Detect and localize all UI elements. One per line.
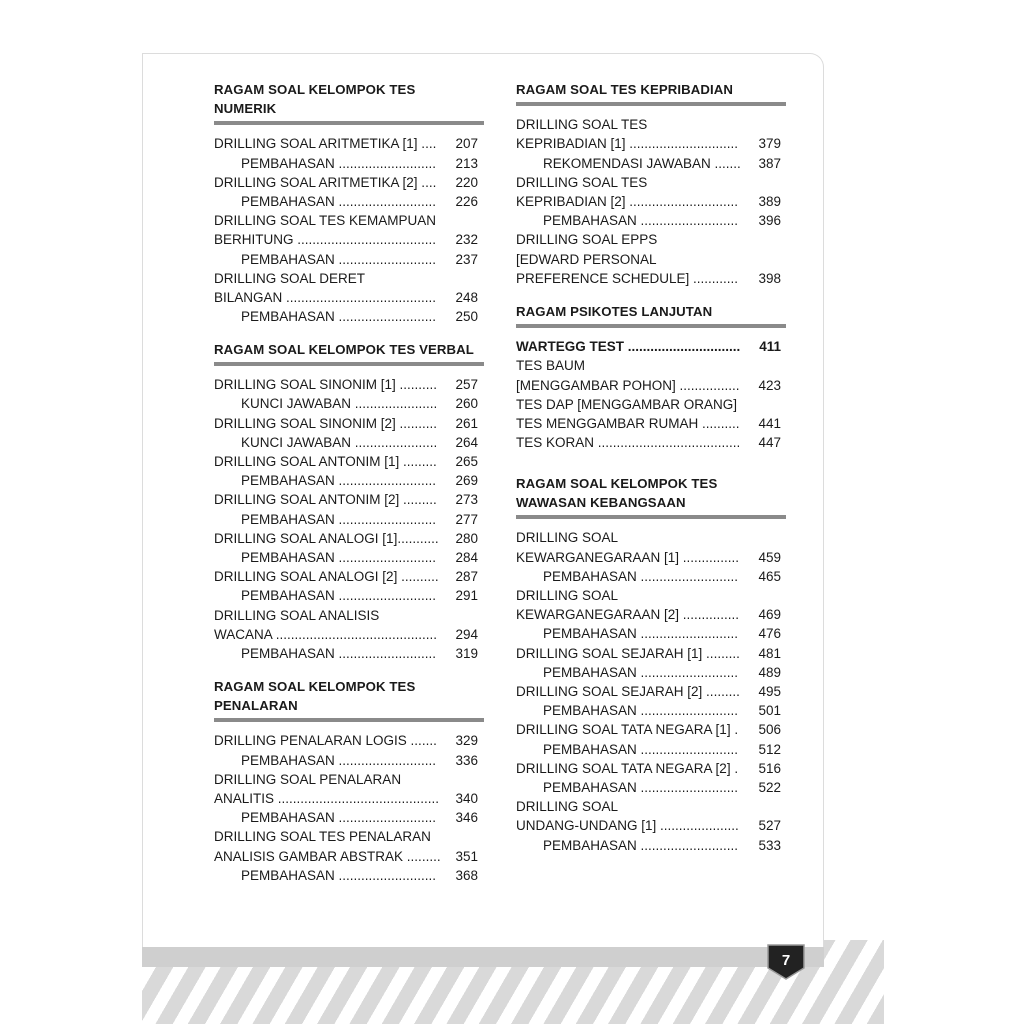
toc-entry-page: 527 [758,818,781,834]
toc-entry-page: 265 [455,454,478,470]
toc-entry-text: [MENGGAMBAR POHON] ................ [516,377,740,393]
toc-entry-text: TES MENGGAMBAR RUMAH .......... [516,416,740,432]
toc-entry [516,134,786,153]
toc-entry [214,375,484,394]
toc-entry [516,211,786,230]
toc-entry [214,230,484,249]
toc-entry-text: DRILLING SOAL [516,588,619,604]
section-divider [214,718,484,722]
toc-entry-page: 287 [455,569,478,585]
toc-entry [214,452,484,471]
toc-section [214,80,484,326]
page-number: 7 [781,952,791,969]
toc-entry-page: 213 [455,155,478,171]
page-footer-bar [142,947,824,967]
toc-entry-page: 237 [455,251,478,267]
toc-entry [516,740,786,759]
toc-entry-text: PEMBAHASAN .......................... [241,194,437,210]
toc-entry-page: 481 [758,645,781,661]
toc-entry-text: DRILLING SOAL ANALOGI [1]........... [214,530,439,546]
toc-entry-text: KUNCI JAWABAN ...................... [241,434,438,450]
toc-entry-text: DRILLING SOAL TES [516,117,648,133]
toc-entry-text: BILANGAN ........................................ [214,290,437,306]
page-number-badge [767,944,805,980]
toc-entry-page: 248 [455,290,478,306]
toc-entry-page: 346 [455,810,478,826]
toc-entry-page: 257 [455,377,478,393]
toc-entry-text: PEMBAHASAN .......................... [543,703,739,719]
toc-entry-text: REKOMENDASI JAWABAN ....... [543,155,741,171]
toc-entry-page: 336 [455,752,478,768]
section-title-line: RAGAM PSIKOTES LANJUTAN [516,304,713,319]
toc-entry [214,134,484,153]
toc-entry [516,759,786,778]
toc-entry-page: 284 [455,550,478,566]
toc-entry-page: 379 [758,136,781,152]
toc-entry-text: KEWARGANEGARAAN [2] ............... [516,607,740,623]
toc-entry [516,337,786,356]
toc-entry-text: WACANA ........................................... [214,626,438,642]
toc-entry-text: UNDANG-UNDANG [1] ..................... [516,818,739,834]
toc-entry [214,827,484,846]
toc-entry-page: 516 [758,760,781,776]
toc-entry-text: DRILLING SOAL ANTONIM [2] ......... [214,492,437,508]
toc-entry-page: 207 [455,136,478,152]
toc-entry [516,115,786,134]
toc-entry [214,866,484,885]
toc-entry-page: 465 [758,568,781,584]
toc-entry [516,567,786,586]
toc-entry [214,567,484,586]
toc-entry-text: DRILLING SOAL ANALISIS [214,607,380,623]
toc-entry [214,490,484,509]
toc-entry-page: 291 [455,588,478,604]
toc-entry-page: 277 [455,511,478,527]
toc-entry-page: 489 [758,664,781,680]
toc-entry [214,173,484,192]
section-title-line: RAGAM SOAL KELOMPOK TES VERBAL [214,342,474,357]
toc-entry-page: 250 [455,309,478,325]
toc-section [214,340,484,663]
toc-entry-page: 220 [455,174,478,190]
toc-entry-page: 294 [455,626,478,642]
toc-entry [516,395,786,414]
toc-entry-page: 469 [758,607,781,623]
toc-entry-page: 533 [758,837,781,853]
section-title-line: PENALARAN [214,698,298,714]
toc-entry-text: DRILLING SOAL SINONIM [1] .......... [214,377,438,393]
toc-entry [214,625,484,644]
toc-entry-text: DRILLING SOAL ARITMETIKA [2] .... [214,174,437,190]
toc-entry [516,376,786,395]
toc-entry-page: 447 [758,435,781,451]
toc-entry-text: PEMBAHASAN .......................... [241,752,437,768]
section-title-line: RAGAM SOAL TES KEPRIBADIAN [516,82,734,97]
toc-entry-page: 476 [758,626,781,642]
toc-entry-page: 226 [455,194,478,210]
toc-entry [214,751,484,770]
toc-entry [214,644,484,663]
toc-entry-text: PEMBAHASAN .......................... [543,626,739,642]
toc-entry [214,471,484,490]
section-divider [214,121,484,125]
toc-entry-text: WARTEGG TEST .............................. [516,339,741,355]
toc-entry [516,192,786,211]
toc-entry [516,528,786,547]
toc-entry-text: PEMBAHASAN .......................... [543,741,739,757]
toc-entry [516,778,786,797]
toc-entry-text: DRILLING SOAL TATA NEGARA [1] . [516,722,739,738]
toc-entry-text: PEMBAHASAN .......................... [241,810,437,826]
toc-entry-page: 232 [455,232,478,248]
toc-entry [516,250,786,269]
toc-entry [214,211,484,230]
toc-entry-text: DRILLING SOAL SINONIM [2] .......... [214,415,438,431]
section-title [516,474,786,512]
toc-entry-text: KUNCI JAWABAN ...................... [241,396,438,412]
toc-entry-page: 329 [455,733,478,749]
toc-entry [214,433,484,452]
toc-entry-text: DRILLING SOAL [516,799,619,815]
toc-entry-text: DRILLING SOAL SEJARAH [2] ......... [516,684,740,700]
toc-entry-text: PEMBAHASAN .......................... [241,867,437,883]
toc-entry [214,548,484,567]
toc-entry-text: PEMBAHASAN .......................... [241,473,437,489]
toc-entry [516,663,786,682]
toc-entry-text: PEMBAHASAN .......................... [543,780,739,796]
toc-entry-page: 387 [758,155,781,171]
toc-entry [516,605,786,624]
toc-entry-text: DRILLING SOAL TATA NEGARA [2] . [516,760,739,776]
toc-entry [214,250,484,269]
toc-entry-text: DRILLING SOAL ANALOGI [2] .......... [214,569,439,585]
toc-entry-page: 264 [455,434,478,450]
toc-entry-text: DRILLING SOAL TES KEMAMPUAN [214,213,437,229]
toc-entry [214,606,484,625]
toc-entry-page: 340 [455,791,478,807]
toc-entry [516,720,786,739]
toc-entry [516,816,786,835]
toc-entry [214,414,484,433]
toc-section [214,677,484,885]
section-title-line: RAGAM SOAL KELOMPOK TES [214,679,416,694]
toc-entry [214,847,484,866]
toc-entry [516,682,786,701]
section-title-line: NUMERIK [214,101,277,117]
toc-entry [214,269,484,288]
section-title [214,80,484,118]
toc-entry [214,192,484,211]
toc-entry-text: PEMBAHASAN .......................... [543,213,739,229]
toc-entry [516,433,786,452]
toc-entry-text: DRILLING SOAL SEJARAH [1] ......... [516,645,740,661]
toc-entry [214,510,484,529]
toc-entry [516,586,786,605]
toc-entry-page: 459 [758,549,781,565]
toc-entry [516,154,786,173]
toc-section [516,80,786,288]
toc-entry-page: 260 [455,396,478,412]
toc-entry-page: 368 [455,867,478,883]
section-divider [516,515,786,519]
section-divider [516,324,786,328]
toc-entry-page: 273 [455,492,478,508]
toc-entry-text: PEMBAHASAN .......................... [241,550,437,566]
toc-entry [214,288,484,307]
section-title [214,340,484,359]
toc-entry-text: DRILLING SOAL PENALARAN [214,771,402,787]
section-title [214,677,484,715]
toc-entry-page: 441 [758,416,781,432]
toc-entry-text: DRILLING SOAL [516,530,619,546]
toc-entry [516,797,786,816]
toc-entry-page: 501 [758,703,781,719]
toc-entry-text: PEMBAHASAN .......................... [543,568,739,584]
toc-entry-text: KEWARGANEGARAAN [1] ............... [516,549,740,565]
toc-entry [516,836,786,855]
toc-entry-page: 398 [758,270,781,286]
toc-entry [516,701,786,720]
toc-entry-text: DRILLING SOAL DERET [214,270,366,286]
toc-entry [516,548,786,567]
toc-entry [516,173,786,192]
toc-entry-text: PEMBAHASAN .......................... [241,646,437,662]
section-title-line: RAGAM SOAL KELOMPOK TES [214,82,416,97]
toc-entry [214,789,484,808]
toc-entry-text: PEMBAHASAN .......................... [241,155,437,171]
toc-entry-page: 495 [758,684,781,700]
toc-entry [214,731,484,750]
toc-entry-text: PEMBAHASAN .......................... [241,588,437,604]
toc-entry-text: TES KORAN ...................................... [516,435,741,451]
toc-entry-text: KEPRIBADIAN [2] ............................. [516,194,739,210]
toc-entry-text: PEMBAHASAN .......................... [543,664,739,680]
toc-entry-page: 280 [455,530,478,546]
toc-entry-text: DRILLING SOAL ANTONIM [1] ......... [214,454,437,470]
toc-entry [214,529,484,548]
toc-entry-text: DRILLING SOAL ARITMETIKA [1] .... [214,136,437,152]
toc-entry [516,356,786,375]
toc-entry-page: 411 [759,339,781,355]
toc-section [516,302,786,452]
toc-entry-page: 269 [455,473,478,489]
toc-entry-page: 351 [455,848,478,864]
section-title [516,80,786,99]
section-divider [214,362,484,366]
toc-entry [214,394,484,413]
toc-entry [516,644,786,663]
toc-entry-page: 389 [758,194,781,210]
toc-entry [214,770,484,789]
section-divider [516,102,786,106]
toc-entry-page: 319 [455,646,478,662]
toc-entry-text: PEMBAHASAN .......................... [241,511,437,527]
toc-entry-page: 396 [758,213,781,229]
toc-entry [214,808,484,827]
toc-entry-page: 512 [758,741,781,757]
toc-entry [516,624,786,643]
section-title-line: RAGAM SOAL KELOMPOK TES [516,476,718,491]
toc-entry-text: PREFERENCE SCHEDULE] ............ [516,270,739,286]
toc-entry-text: ANALISIS GAMBAR ABSTRAK ......... [214,848,441,864]
toc-entry-text: TES DAP [MENGGAMBAR ORANG] [516,396,738,412]
toc-section [516,474,786,855]
toc-entry-text: PEMBAHASAN .......................... [543,837,739,853]
toc-entry-text: DRILLING SOAL TES [516,174,648,190]
toc-entry [516,230,786,249]
toc-entry [516,414,786,433]
toc-entry-text: PEMBAHASAN .......................... [241,309,437,325]
toc-entry-page: 261 [455,415,478,431]
toc-entry-text: PEMBAHASAN .......................... [241,251,437,267]
toc-entry-page: 423 [758,377,781,393]
toc-entry-text: DRILLING PENALARAN LOGIS ....... [214,733,437,749]
toc-entry-text: ANALITIS ........................................... [214,791,440,807]
toc-entry-text: KEPRIBADIAN [1] ............................. [516,136,739,152]
toc-entry [214,307,484,326]
toc-entry-page: 522 [758,780,781,796]
section-title [516,302,786,321]
toc-entry-text: [EDWARD PERSONAL [516,251,657,267]
toc-entry [214,154,484,173]
toc-entry-text: TES BAUM [516,358,586,374]
toc-entry [516,269,786,288]
toc-entry-text: DRILLING SOAL TES PENALARAN [214,829,431,845]
toc-entry [214,586,484,605]
toc-entry-page: 506 [758,722,781,738]
toc-entry-text: DRILLING SOAL EPPS [516,232,658,248]
section-title-line: WAWASAN KEBANGSAAN [516,495,686,511]
toc-entry-text: BERHITUNG ..................................... [214,232,437,248]
